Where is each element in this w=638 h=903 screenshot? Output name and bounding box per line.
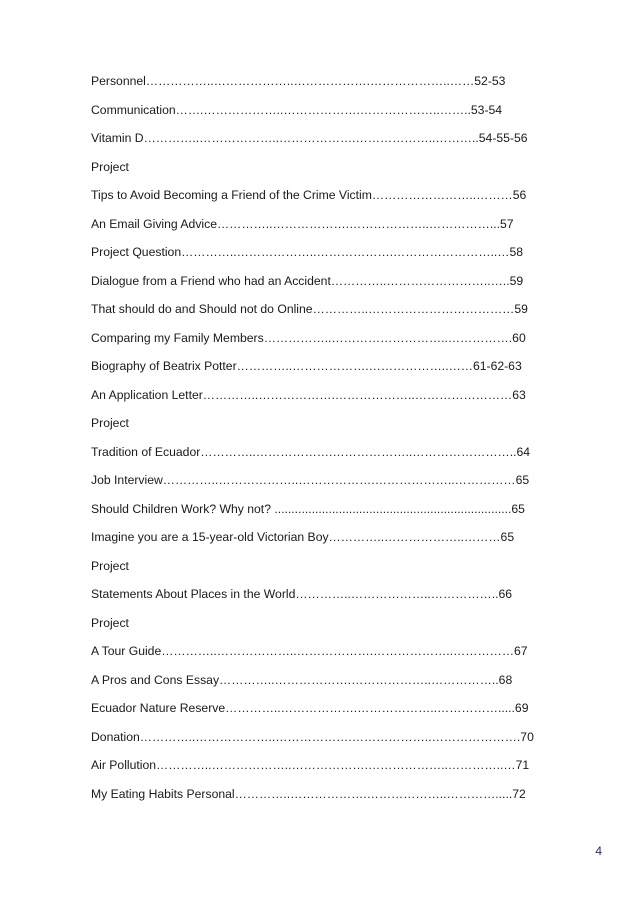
- toc-entry-air-pollution: Air Pollution…………..………………..……………….………………..…………..…71: [91, 758, 530, 772]
- toc-entry-places: Statements About Places in the World…………..………………..……………..66: [91, 587, 513, 601]
- toc-entry-vitamin-d: Vitamin D…………..………………..……………….………………..………..54-55-56: [91, 131, 528, 145]
- toc-entry-job-interview: Job Interview…………..………………..……………….………………..……………65: [91, 473, 530, 487]
- toc-entry-tips: Tips to Avoid Becoming a Friend of the Crime Victim……………………..………56: [91, 188, 527, 202]
- toc-section-project: Project: [91, 558, 129, 573]
- toc-entry-personnel: Personnel……………..………………..……………….………………..……52-53: [91, 74, 506, 88]
- toc-entry-biography: Biography of Beatrix Potter…………..……………….………………..……61-62-63: [91, 359, 522, 373]
- page-number: 4: [595, 844, 602, 858]
- toc-entry-dialogue: Dialogue from a Friend who had an Accident…………..……………………..…..59: [91, 273, 524, 288]
- toc-entry-communication: Communication…….………………..……………….………………..……..53-54: [91, 102, 503, 117]
- toc-entry-project-question: Project Question…………..………………..……………….……………………..…58: [91, 245, 524, 259]
- toc-section-project: Project: [91, 416, 129, 430]
- toc-entry-tour-guide: A Tour Guide…………..………………..……………….………………..……………67: [91, 644, 528, 658]
- toc-section-project: Project: [91, 615, 129, 630]
- toc-entry-donation: Donation…………..………………..……………….………………..………………….70: [91, 729, 534, 744]
- toc-entry-pros-cons: A Pros and Cons Essay…………..……………….………………..……………..68: [91, 672, 513, 687]
- toc-entry-online: That should do and Should not do Online…………..………………………………59: [91, 302, 528, 316]
- toc-entry-email: An Email Giving Advice…………..……………….………………..……………...57: [91, 216, 514, 231]
- table-of-contents: [91, 74, 561, 815]
- toc-entry-nature-reserve: Ecuador Nature Reserve…………..……………….………………..…………….....69: [91, 701, 529, 715]
- toc-entry-family: Comparing my Family Members……………..………………………..…………….60: [91, 330, 526, 345]
- toc-entry-tradition: Tradition of Ecuador…………..……………….………………..……………………..64: [91, 444, 531, 459]
- toc-entry-eating-habits: My Eating Habits Personal…………..……………….………………..………….....72: [91, 786, 526, 801]
- toc-entry-children-work: Should Children Work? Why not? ......................................................................65: [91, 501, 525, 516]
- toc-entry-victorian-boy: Imagine you are a 15-year-old Victorian Boy…………..………………..………65: [91, 530, 515, 544]
- toc-entry-application-letter: An Application Letter…………..……………….………………..……………………63: [91, 387, 526, 402]
- toc-section-project: Project: [91, 159, 129, 174]
